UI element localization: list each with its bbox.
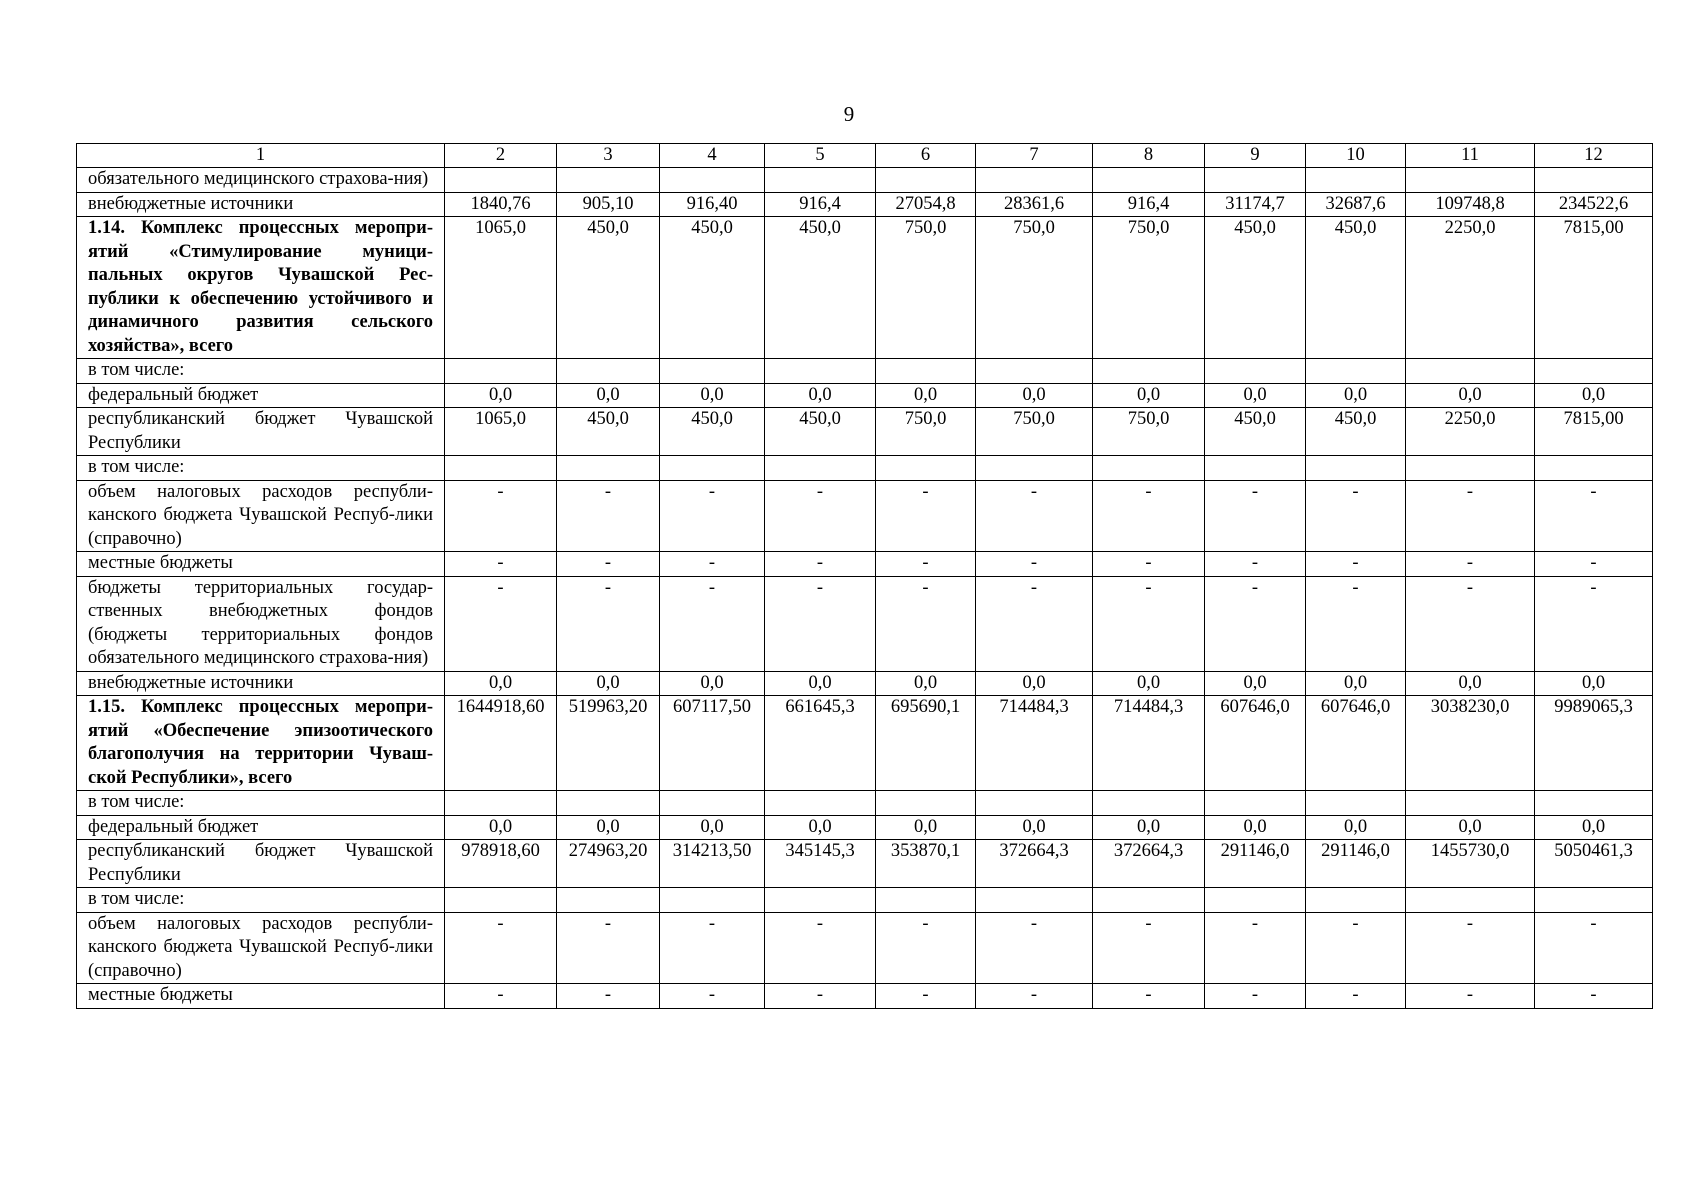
column-number: 6 [876, 144, 976, 168]
value-cell: 0,0 [1406, 383, 1535, 408]
value-cell: - [557, 480, 660, 552]
value-cell: - [876, 912, 976, 984]
column-number: 9 [1205, 144, 1306, 168]
value-cell [1535, 359, 1653, 384]
value-cell: 0,0 [1306, 383, 1406, 408]
value-cell: - [876, 576, 976, 671]
value-cell: 450,0 [1306, 408, 1406, 456]
value-cell: - [445, 984, 557, 1009]
value-cell: 714484,3 [1093, 696, 1205, 791]
value-cell: - [1205, 480, 1306, 552]
value-cell: - [1535, 984, 1653, 1009]
value-cell: - [1535, 480, 1653, 552]
value-cell [660, 168, 765, 193]
value-cell: - [1093, 912, 1205, 984]
value-cell [1406, 456, 1535, 481]
table-row [77, 576, 1653, 671]
value-cell: 978918,60 [445, 840, 557, 888]
value-cell: 0,0 [557, 815, 660, 840]
value-cell: - [445, 912, 557, 984]
value-cell: - [1406, 552, 1535, 577]
value-cell: 31174,7 [1205, 192, 1306, 217]
table-row [77, 192, 1653, 217]
value-cell: 0,0 [660, 671, 765, 696]
value-cell [1535, 456, 1653, 481]
value-cell [976, 359, 1093, 384]
value-cell: 0,0 [1306, 671, 1406, 696]
value-cell: 0,0 [445, 671, 557, 696]
value-cell: 28361,6 [976, 192, 1093, 217]
value-cell: - [976, 480, 1093, 552]
table-row [77, 168, 1653, 193]
value-cell: - [445, 480, 557, 552]
row-label: в том числе: [77, 791, 445, 816]
value-cell: - [1406, 480, 1535, 552]
value-cell: 0,0 [1205, 671, 1306, 696]
row-label: внебюджетные источники [77, 192, 445, 217]
value-cell [1093, 791, 1205, 816]
value-cell: 450,0 [557, 217, 660, 359]
row-label: 1.14. Комплекс процессных меропри-ятий «Стимулирование муници-пальных округов Чувашской Рес-публики к обеспечению устойчивого и динамичного развития сельского хозяйства», всего [77, 217, 445, 359]
value-cell [445, 359, 557, 384]
table-row [77, 984, 1653, 1009]
value-cell: 1644918,60 [445, 696, 557, 791]
value-cell [1093, 888, 1205, 913]
table-row [77, 840, 1653, 888]
value-cell [445, 888, 557, 913]
value-cell: 274963,20 [557, 840, 660, 888]
value-cell: - [660, 552, 765, 577]
value-cell: - [1306, 576, 1406, 671]
row-label: 1.15. Комплекс процессных меропри-ятий «Обеспечение эпизоотического благополучия на территории Чуваш-ской Республики», всего [77, 696, 445, 791]
value-cell: - [976, 912, 1093, 984]
table-row [77, 359, 1653, 384]
value-cell [765, 888, 876, 913]
value-cell: - [1205, 552, 1306, 577]
value-cell: - [1535, 912, 1653, 984]
value-cell [976, 168, 1093, 193]
value-cell [1535, 791, 1653, 816]
value-cell: - [976, 984, 1093, 1009]
table-row [77, 791, 1653, 816]
value-cell: 0,0 [1406, 671, 1535, 696]
value-cell: 750,0 [876, 217, 976, 359]
row-label: внебюджетные источники [77, 671, 445, 696]
row-label: местные бюджеты [77, 984, 445, 1009]
row-label: объем налоговых расходов республи-канского бюджета Чувашской Респуб-лики (справочно) [77, 912, 445, 984]
value-cell [660, 791, 765, 816]
value-cell: 0,0 [660, 815, 765, 840]
value-cell [765, 168, 876, 193]
value-cell: 372664,3 [1093, 840, 1205, 888]
value-cell: 0,0 [1535, 815, 1653, 840]
value-cell: - [976, 552, 1093, 577]
value-cell: 1840,76 [445, 192, 557, 217]
table-row [77, 671, 1653, 696]
value-cell [1205, 456, 1306, 481]
row-label: республиканский бюджет Чувашской Республики [77, 408, 445, 456]
value-cell: - [876, 480, 976, 552]
value-cell: 1065,0 [445, 408, 557, 456]
value-cell: 0,0 [976, 815, 1093, 840]
value-cell: 0,0 [1205, 383, 1306, 408]
value-cell [660, 888, 765, 913]
value-cell [876, 359, 976, 384]
table-row [77, 480, 1653, 552]
value-cell: 0,0 [557, 671, 660, 696]
value-cell [976, 456, 1093, 481]
value-cell: 0,0 [765, 383, 876, 408]
value-cell: 0,0 [557, 383, 660, 408]
value-cell: 32687,6 [1306, 192, 1406, 217]
value-cell: - [1535, 552, 1653, 577]
table-row [77, 696, 1653, 791]
value-cell: 372664,3 [976, 840, 1093, 888]
value-cell: 7815,00 [1535, 217, 1653, 359]
value-cell: 0,0 [976, 671, 1093, 696]
value-cell: 7815,00 [1535, 408, 1653, 456]
value-cell: - [1406, 984, 1535, 1009]
value-cell: 0,0 [876, 671, 976, 696]
value-cell [1093, 168, 1205, 193]
value-cell: - [1093, 480, 1205, 552]
value-cell: 0,0 [1093, 383, 1205, 408]
value-cell: 450,0 [1205, 217, 1306, 359]
value-cell: - [660, 912, 765, 984]
value-cell: 0,0 [1093, 815, 1205, 840]
value-cell: - [445, 576, 557, 671]
value-cell [1306, 791, 1406, 816]
value-cell: 450,0 [765, 217, 876, 359]
column-number: 11 [1406, 144, 1535, 168]
value-cell: 2250,0 [1406, 408, 1535, 456]
value-cell: 916,4 [1093, 192, 1205, 217]
value-cell [557, 456, 660, 481]
table-row [77, 815, 1653, 840]
value-cell: 0,0 [1093, 671, 1205, 696]
value-cell: - [660, 576, 765, 671]
value-cell: 750,0 [1093, 408, 1205, 456]
value-cell: 0,0 [445, 383, 557, 408]
row-label: в том числе: [77, 888, 445, 913]
value-cell [1406, 359, 1535, 384]
table-row [77, 456, 1653, 481]
value-cell: - [1205, 984, 1306, 1009]
value-cell: - [1205, 576, 1306, 671]
value-cell [1406, 791, 1535, 816]
value-cell: - [1093, 552, 1205, 577]
value-cell [445, 791, 557, 816]
value-cell: 750,0 [976, 217, 1093, 359]
value-cell: 450,0 [1306, 217, 1406, 359]
value-cell: 291146,0 [1306, 840, 1406, 888]
value-cell: 353870,1 [876, 840, 976, 888]
row-label: в том числе: [77, 359, 445, 384]
value-cell: - [765, 912, 876, 984]
value-cell: 661645,3 [765, 696, 876, 791]
value-cell: 0,0 [660, 383, 765, 408]
value-cell: 916,4 [765, 192, 876, 217]
row-label: в том числе: [77, 456, 445, 481]
page-number: 9 [843, 102, 855, 126]
value-cell: - [765, 576, 876, 671]
value-cell: 916,40 [660, 192, 765, 217]
column-number: 8 [1093, 144, 1205, 168]
row-label: обязательного медицинского страхова-ния) [77, 168, 445, 193]
row-label: бюджеты территориальных государ-ственных внебюджетных фондов (бюджеты территориальных фондов обязательного медицинского страхова-ния) [77, 576, 445, 671]
value-cell: 750,0 [976, 408, 1093, 456]
value-cell: 450,0 [765, 408, 876, 456]
row-label: федеральный бюджет [77, 815, 445, 840]
table-row [77, 408, 1653, 456]
table-row [77, 383, 1653, 408]
value-cell [1406, 168, 1535, 193]
value-cell: - [1205, 912, 1306, 984]
value-cell: 695690,1 [876, 696, 976, 791]
column-numbers-row [77, 144, 1653, 168]
value-cell: 519963,20 [557, 696, 660, 791]
value-cell: - [1093, 984, 1205, 1009]
value-cell: - [660, 984, 765, 1009]
value-cell: - [445, 552, 557, 577]
value-cell [876, 168, 976, 193]
value-cell [976, 791, 1093, 816]
value-cell [1205, 791, 1306, 816]
value-cell: 607117,50 [660, 696, 765, 791]
table-row [77, 888, 1653, 913]
value-cell: 0,0 [1535, 671, 1653, 696]
table-row [77, 217, 1653, 359]
column-number: 10 [1306, 144, 1406, 168]
value-cell: - [1406, 912, 1535, 984]
value-cell: - [876, 984, 976, 1009]
value-cell [557, 791, 660, 816]
value-cell: 905,10 [557, 192, 660, 217]
column-number: 4 [660, 144, 765, 168]
value-cell: - [557, 576, 660, 671]
value-cell: - [557, 552, 660, 577]
table-row [77, 552, 1653, 577]
value-cell: 109748,8 [1406, 192, 1535, 217]
value-cell: - [1306, 480, 1406, 552]
table-body [77, 144, 1653, 1009]
row-label: федеральный бюджет [77, 383, 445, 408]
value-cell [1306, 888, 1406, 913]
column-number: 2 [445, 144, 557, 168]
value-cell: - [660, 480, 765, 552]
value-cell: 0,0 [765, 671, 876, 696]
value-cell: - [1306, 552, 1406, 577]
value-cell [660, 456, 765, 481]
value-cell: 0,0 [765, 815, 876, 840]
value-cell: 0,0 [876, 383, 976, 408]
value-cell [1306, 168, 1406, 193]
value-cell: 450,0 [557, 408, 660, 456]
column-number: 5 [765, 144, 876, 168]
row-label: местные бюджеты [77, 552, 445, 577]
value-cell: 450,0 [660, 408, 765, 456]
value-cell: - [765, 984, 876, 1009]
value-cell: 0,0 [876, 815, 976, 840]
row-label: объем налоговых расходов республи-канского бюджета Чувашской Респуб-лики (справочно) [77, 480, 445, 552]
value-cell [765, 456, 876, 481]
value-cell: - [876, 552, 976, 577]
value-cell [1535, 888, 1653, 913]
budget-table [76, 143, 1653, 1009]
value-cell: - [976, 576, 1093, 671]
value-cell [1205, 168, 1306, 193]
value-cell: - [1093, 576, 1205, 671]
value-cell: 0,0 [976, 383, 1093, 408]
value-cell: 0,0 [1535, 383, 1653, 408]
value-cell [660, 359, 765, 384]
value-cell [1406, 888, 1535, 913]
value-cell: - [1306, 912, 1406, 984]
value-cell: 291146,0 [1205, 840, 1306, 888]
value-cell [1306, 456, 1406, 481]
value-cell: 345145,3 [765, 840, 876, 888]
value-cell: 0,0 [1205, 815, 1306, 840]
value-cell: - [1535, 576, 1653, 671]
value-cell [1535, 168, 1653, 193]
value-cell: - [557, 984, 660, 1009]
column-number: 3 [557, 144, 660, 168]
value-cell [1205, 359, 1306, 384]
value-cell [445, 168, 557, 193]
value-cell: - [765, 480, 876, 552]
value-cell: - [765, 552, 876, 577]
value-cell: 234522,6 [1535, 192, 1653, 217]
table-row [77, 912, 1653, 984]
value-cell: 714484,3 [976, 696, 1093, 791]
value-cell: 750,0 [876, 408, 976, 456]
value-cell: - [1406, 576, 1535, 671]
value-cell: 0,0 [1406, 815, 1535, 840]
value-cell: 450,0 [1205, 408, 1306, 456]
value-cell: 1455730,0 [1406, 840, 1535, 888]
value-cell: - [1306, 984, 1406, 1009]
value-cell [1306, 359, 1406, 384]
value-cell [1205, 888, 1306, 913]
column-number: 7 [976, 144, 1093, 168]
value-cell [876, 791, 976, 816]
value-cell [557, 359, 660, 384]
value-cell: 607646,0 [1205, 696, 1306, 791]
value-cell [1093, 359, 1205, 384]
value-cell: 1065,0 [445, 217, 557, 359]
column-number: 1 [77, 144, 445, 168]
value-cell [557, 888, 660, 913]
value-cell: 0,0 [1306, 815, 1406, 840]
value-cell [765, 359, 876, 384]
value-cell: 314213,50 [660, 840, 765, 888]
value-cell [976, 888, 1093, 913]
value-cell [557, 168, 660, 193]
value-cell: 607646,0 [1306, 696, 1406, 791]
value-cell: 2250,0 [1406, 217, 1535, 359]
value-cell: 750,0 [1093, 217, 1205, 359]
value-cell: 3038230,0 [1406, 696, 1535, 791]
value-cell: 9989065,3 [1535, 696, 1653, 791]
value-cell [445, 456, 557, 481]
column-number: 12 [1535, 144, 1653, 168]
value-cell: 450,0 [660, 217, 765, 359]
value-cell [876, 456, 976, 481]
value-cell: 0,0 [445, 815, 557, 840]
row-label: республиканский бюджет Чувашской Республики [77, 840, 445, 888]
value-cell: - [557, 912, 660, 984]
value-cell [1093, 456, 1205, 481]
value-cell [876, 888, 976, 913]
value-cell: 27054,8 [876, 192, 976, 217]
value-cell: 5050461,3 [1535, 840, 1653, 888]
value-cell [765, 791, 876, 816]
